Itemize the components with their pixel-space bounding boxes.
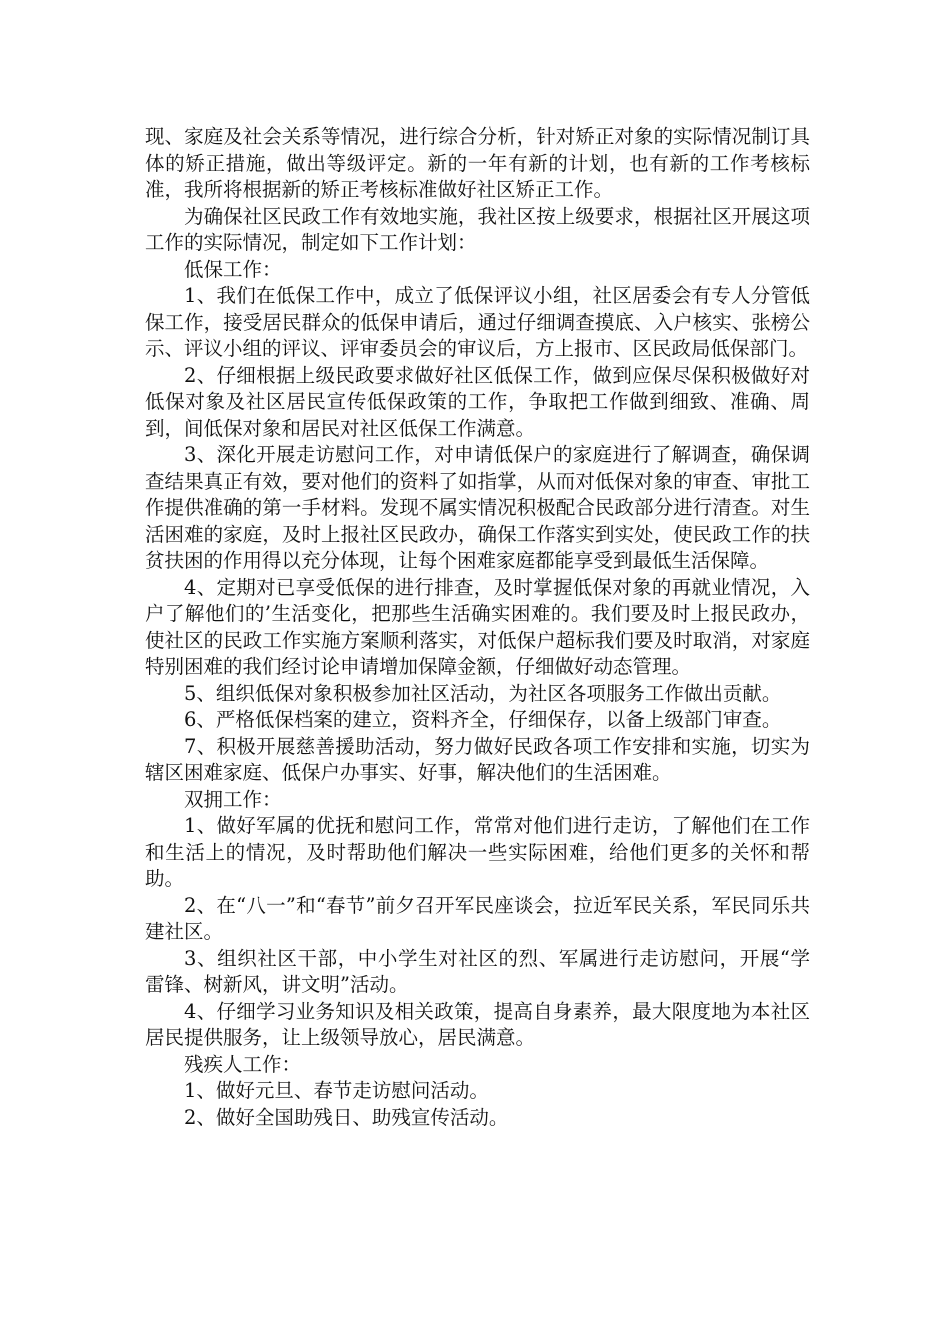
paragraph: 2、仔细根据上级民政要求做好社区低保工作，做到应保尽保积极做好对低保对象及社区居民宣传低保政策的工作，争取把工作做到细致、准确、周到，间低保对象和居民对社区低保工作满意。 [145,363,810,440]
paragraph: 3、组织社区干部，中小学生对社区的烈、军属进行走访慰问，开展“学雷锋、树新风，讲文明”活动。 [145,946,810,996]
paragraph: 1、做好军属的优抚和慰问工作，常常对他们进行走访，了解他们在工作和生活上的情况，及时帮助他们解决一些实际困难，给他们更多的关怀和帮助。 [145,814,810,890]
paragraph: 现、家庭及社会关系等情况，进行综合分析，针对矫正对象的实际情况制订具体的矫正措施，做出等级评定。新的一年有新的计划，也有新的工作考核标准，我所将根据新的矫正考核标准做好社区矫正工作。 [145,125,810,201]
paragraph: 4、仔细学习业务知识及相关政策，提高自身素养，最大限度地为本社区居民提供服务，让上级领导放心，居民满意。 [145,999,810,1049]
paragraph: 1、做好元旦、春节走访慰问活动。 [184,1079,489,1102]
paragraph: 1、我们在低保工作中，成立了低保评议小组，社区居委会有专人分管低保工作，接受居民群众的低保申请后，通过仔细调查摸底、入户核实、张榜公示、评议小组的评议、评审委员会的审议后，方上报市、区民政局低保部门。 [145,284,810,360]
document-body [145,124,810,1131]
paragraph: 5、组织低保对象积极参加社区活动，为社区各项服务工作做出贡献。 [184,681,782,705]
paragraph: 为确保社区民政工作有效地实施，我社区按上级要求，根据社区开展这项工作的实际情况，制定如下工作计划： [145,204,810,254]
section-heading-shuangyong: 双拥工作： [184,787,282,811]
paragraph: 3、深化开展走访慰问工作，对申请低保户的家庭进行了解调查，确保调查结果真正有效，要对他们的资料了如指掌，从而对低保对象的审查、审批工作提供准确的第一手材料。发现不属实情况积极配合民政部分进行清查。对生活困难的家庭，及时上报社区民政办，确保工作落实到实处，使民政工作的扶贫扶困的作用得以充分体现，让每个困难家庭都能享受到最低生活保障。 [145,443,810,572]
paragraph: 7、积极开展慈善援助活动，努力做好民政各项工作安排和实施，切实为辖区困难家庭、低保户办事实、好事，解决他们的生活困难。 [145,734,810,784]
section-heading-dibao: 低保工作： [184,257,282,281]
section-heading-canjiren: 残疾人工作： [184,1052,302,1076]
paragraph: 2、做好全国助残日、助残宣传活动。 [184,1105,509,1129]
paragraph: 4、定期对已享受低保的进行排查，及时掌握低保对象的再就业情况，入户了解他们的’生活变化，把那些生活确实困难的。我们要及时上报民政办，使社区的民政工作实施方案顺利落实，对低保户超标我们要及时取消，对家庭特别困难的我们经讨论申请增加保障金额，仔细做好动态管理。 [145,575,810,678]
paragraph: 6、严格低保档案的建立，资料齐全，仔细保存，以备上级部门审查。 [184,708,782,731]
paragraph: 2、在“八一”和“春节”前夕召开军民座谈会，拉近军民关系，军民同乐共建社区。 [145,893,810,943]
